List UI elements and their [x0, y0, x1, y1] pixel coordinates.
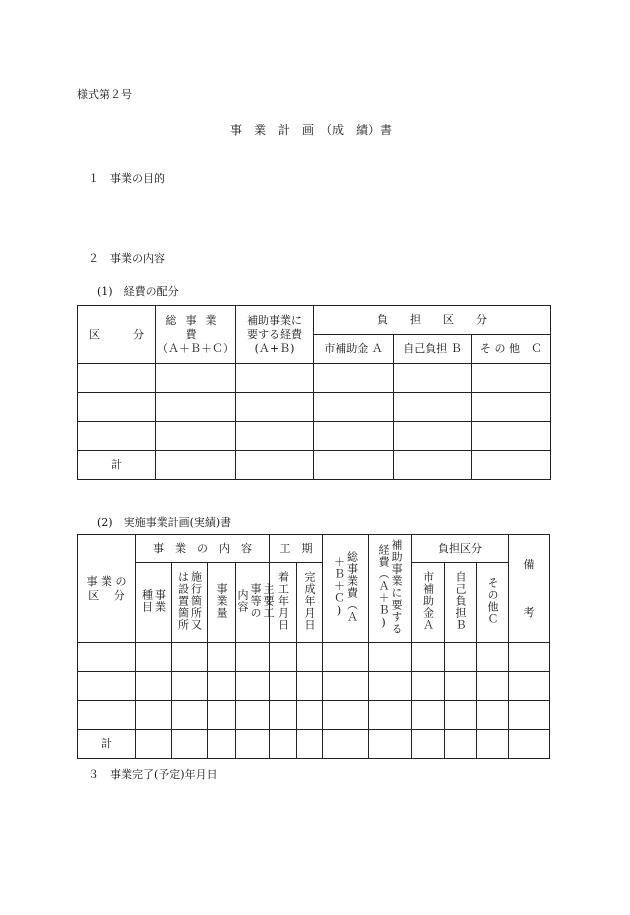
header-subsidy-cost: 補助事業に要する経費（Ａ＋Ｂ) — [369, 535, 412, 643]
header-total-cost: 総事業費（Ａ＋Ｂ＋Ｃ) — [323, 535, 369, 643]
table-row — [78, 672, 550, 701]
total-label: 計 — [78, 451, 156, 480]
header-business-type: 事業種目 — [136, 563, 172, 643]
implementation-plan-table — [77, 534, 550, 759]
table-row — [78, 393, 551, 422]
header-quantity: 事業量 — [208, 563, 236, 643]
total-row — [78, 730, 550, 759]
header-other: その他Ｃ — [477, 563, 509, 643]
table-row — [78, 643, 550, 672]
table-row — [78, 701, 550, 730]
header-burden: 負 担 区 分 — [314, 306, 551, 335]
header-remarks: 備 考 — [509, 535, 550, 643]
header-city-subsidy: 市補助金Ａ — [412, 563, 445, 643]
header-city-subsidy: 市補助金 Ａ — [314, 335, 394, 364]
header-other: そ の 他 Ｃ — [472, 335, 551, 364]
header-business-content: 事 業 の 内 容 — [136, 535, 270, 563]
header-location: 施行箇所又は設置箇所 — [172, 563, 208, 643]
header-start-date: 着工年月日 — [270, 563, 297, 643]
total-row — [78, 451, 551, 480]
completion-date-heading: ３ 事業完了(予定)年月日 — [88, 768, 218, 781]
document-title: 事 業 計 画 （成 績）書 — [230, 123, 393, 137]
table-row — [78, 364, 551, 393]
header-self-burden: 自己負担 Ｂ — [394, 335, 472, 364]
section-content-heading: ２ 事業の内容 — [88, 252, 165, 265]
header-business-category: 事 業 の 区 分 — [78, 535, 136, 643]
header-completion-date: 完成年月日 — [297, 563, 323, 643]
header-construction-period: 工 期 — [270, 535, 323, 563]
header-kubun: 区 分 — [78, 306, 156, 364]
form-number: 様式第２号 — [77, 88, 132, 101]
header-main-work: 主要工事等の内容 — [236, 563, 270, 643]
header-burden: 負担区分 — [412, 535, 509, 563]
table-row — [78, 422, 551, 451]
implementation-plan-heading: (2) 実施事業計画(実績)書 — [97, 516, 232, 529]
expense-allocation-table — [77, 305, 551, 480]
header-total-cost: 総事業費 （Ａ＋Ｂ＋Ｃ） — [156, 306, 236, 364]
header-self-burden: 自己負担Ｂ — [445, 563, 477, 643]
header-subsidy-cost: 補助事業に 要する経費 (Ａ+Ｂ) — [236, 306, 314, 364]
section-purpose-heading: １ 事業の目的 — [88, 172, 165, 185]
total-label: 計 — [78, 730, 136, 759]
expense-allocation-heading: (1) 経費の配分 — [97, 285, 179, 298]
